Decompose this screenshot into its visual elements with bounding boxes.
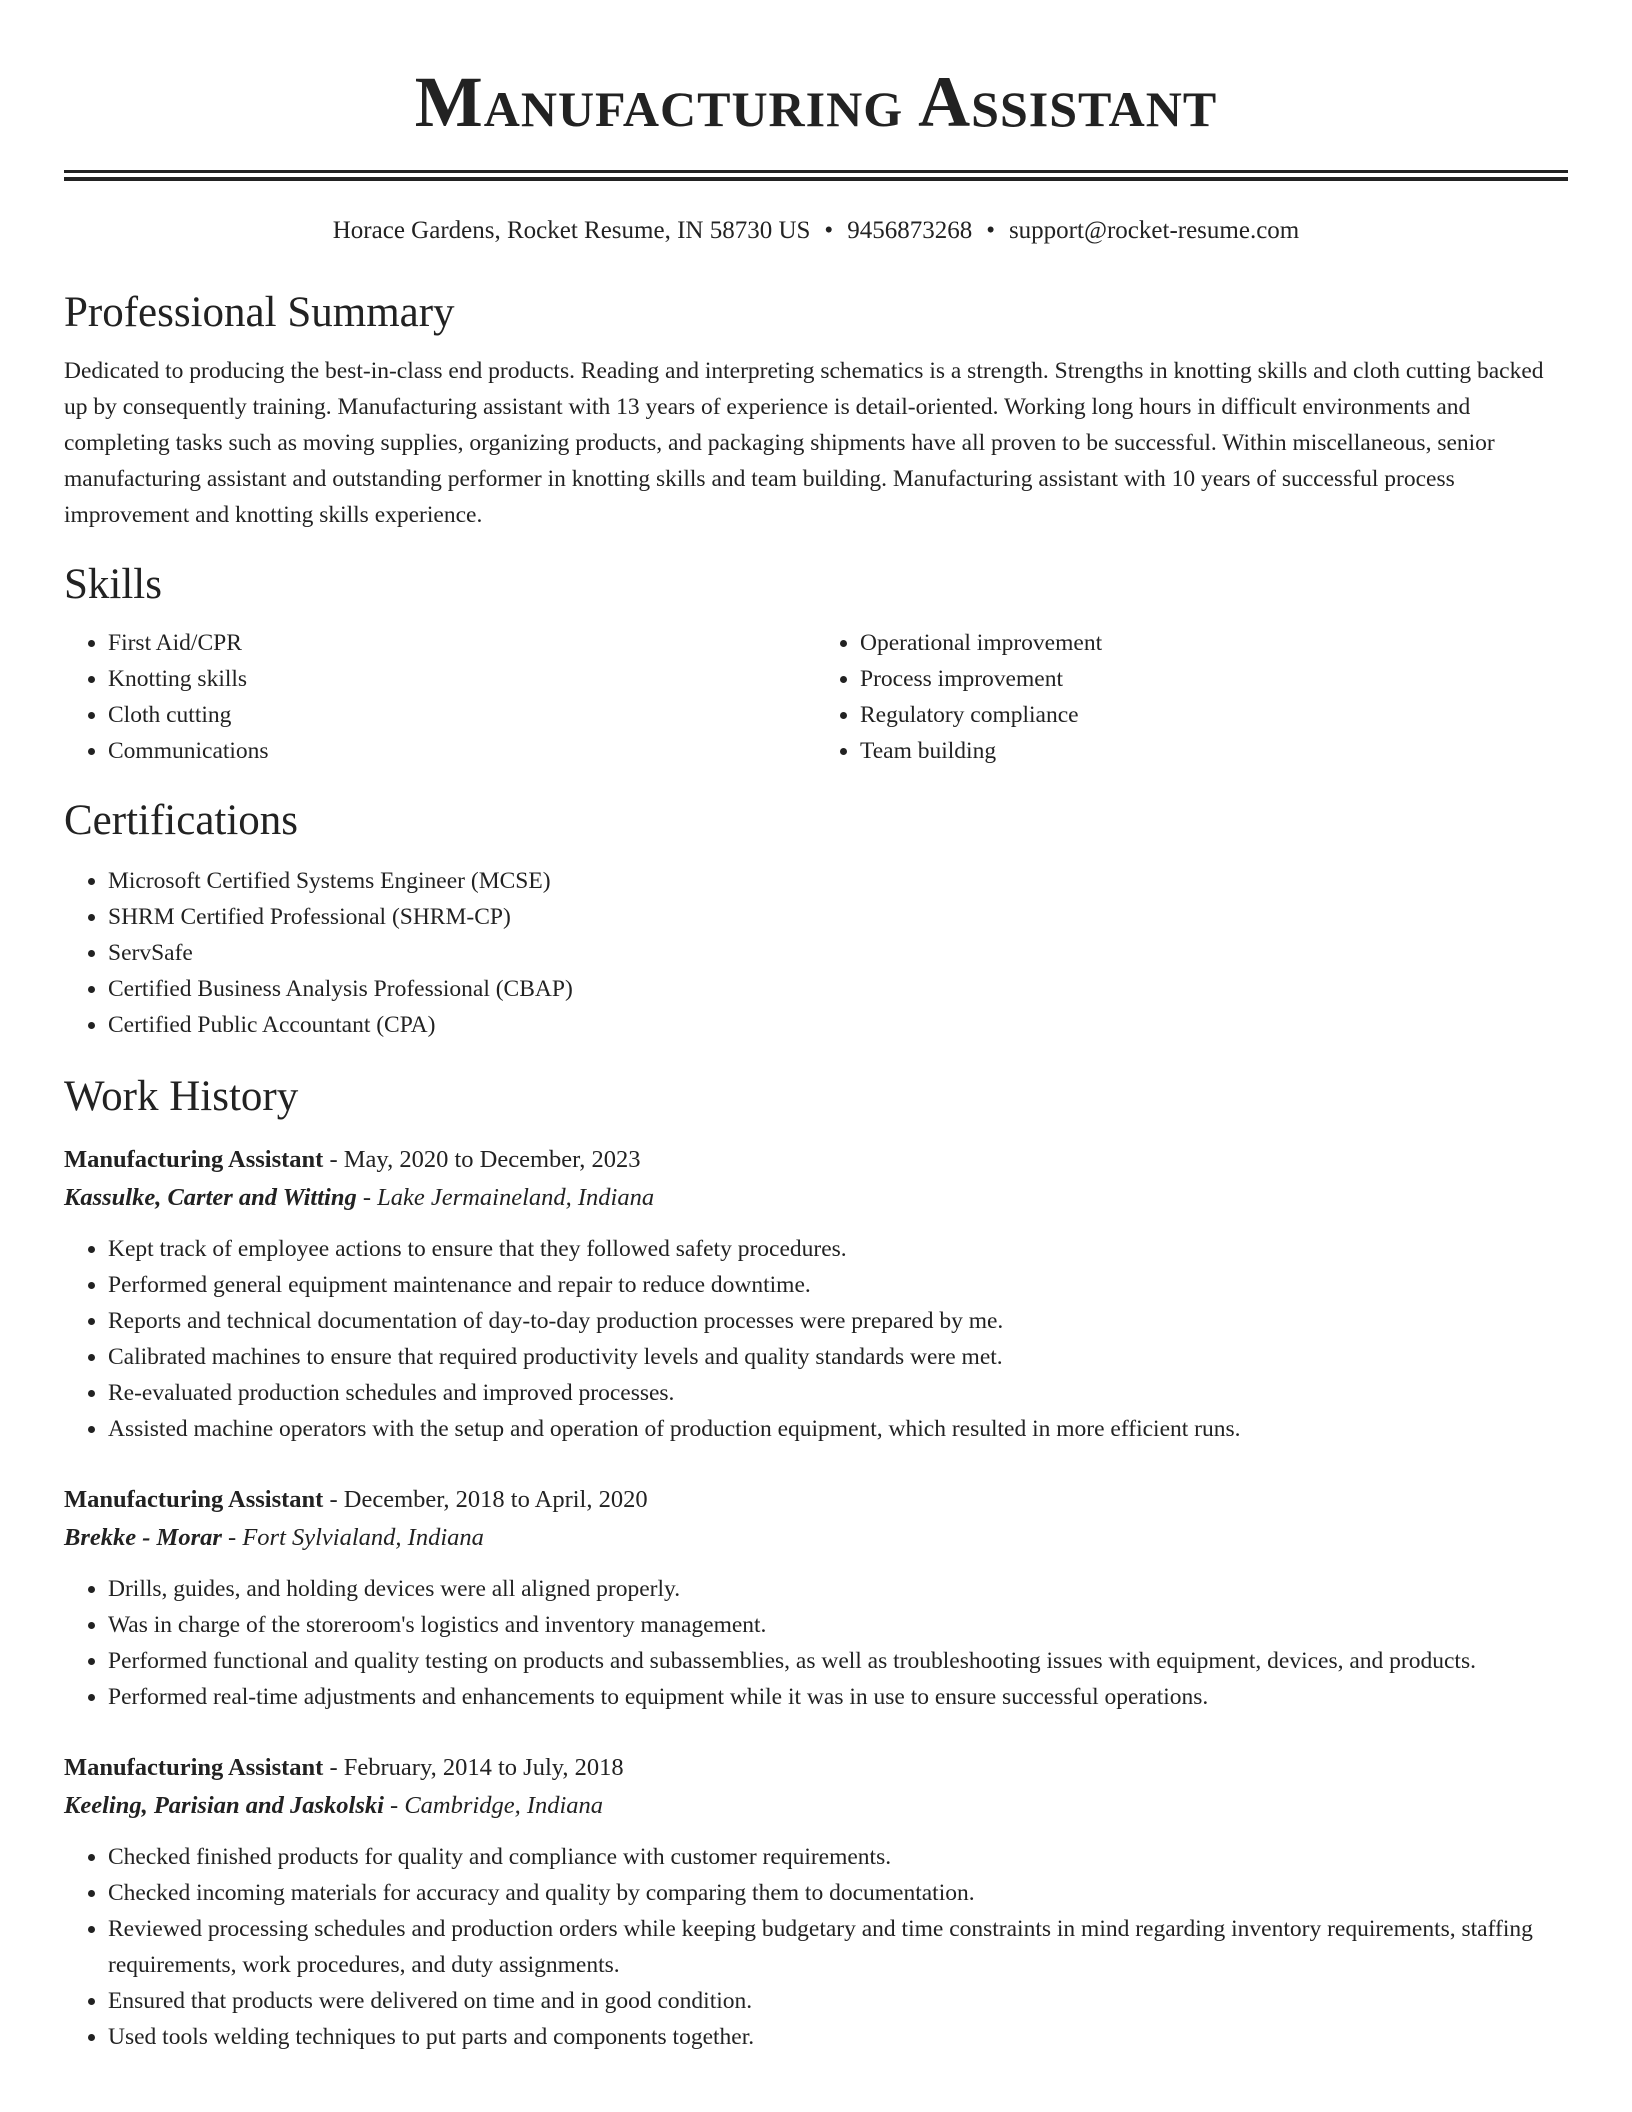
job-dash: - <box>356 1184 378 1211</box>
job-bullet: • Kept track of employee actions to ensure that they followed safety procedures. <box>108 1231 1568 1267</box>
certification-item: • Microsoft Certified Systems Engineer (MCSE) <box>108 863 1568 899</box>
job-company-line <box>64 1787 1568 1825</box>
job-bullet: • Reports and technical documentation of day-to-day production processes were prepared by me. <box>108 1303 1568 1339</box>
contact-separator: • <box>824 217 834 244</box>
contact-separator: • <box>986 217 995 244</box>
skills-heading: Skills <box>64 561 162 608</box>
job-dash: - <box>323 1754 344 1781</box>
skill-item: • Team building <box>860 733 1568 769</box>
certification-item: • Certified Business Analysis Professional (CBAP) <box>108 971 1568 1007</box>
job-bullet: • Used tools welding techniques to put parts and components together. <box>108 2019 1568 2055</box>
job-dash: - <box>323 1146 344 1173</box>
job-title: Manufacturing Assistant <box>64 1146 324 1173</box>
skill-item: • Operational improvement <box>860 625 1568 661</box>
skills-grid <box>64 625 1568 769</box>
job-title: Manufacturing Assistant <box>64 1486 324 1513</box>
summary-text: Dedicated to producing the best-in-class end products. Reading and interpreting schematics is a strength. Strengths in knotting skills and cloth cutting backed up by consequently training. Manufacturing assistant with 13 years of experience is detail-oriented. Working long hours in difficult environments and completing tasks such as moving supplies, organizing products, and packaging shipments have all proven to be successful. Within miscellaneous, senior manufacturing assistant and outstanding performer in knotting skills and team building. Manufacturing assistant with 10 years of successful process improvement and knotting skills experience. <box>64 358 1544 528</box>
job-title: Manufacturing Assistant <box>64 1754 324 1781</box>
job-bullet: • Checked finished products for quality and compliance with customer requirements. <box>108 1839 1568 1875</box>
job-bullets <box>64 1231 1568 1447</box>
skill-item: • Communications <box>108 733 816 769</box>
contact-line <box>64 215 1568 247</box>
skills-list-right <box>816 625 1568 769</box>
job-entry <box>64 1481 1568 1715</box>
job-bullet: • Assisted machine operators with the setup and operation of production equipment, which resulted in more efficient runs. <box>108 1411 1568 1447</box>
job-bullet: • Re-evaluated production schedules and improved processes. <box>108 1375 1568 1411</box>
skill-item: • First Aid/CPR <box>108 625 816 661</box>
certification-item: • ServSafe <box>108 935 1568 971</box>
resume-name: Manufacturing Assistant <box>414 62 1218 142</box>
certifications-heading: Certifications <box>64 797 299 844</box>
job-dates: February, 2014 to July, 2018 <box>343 1754 624 1781</box>
job-bullet: • Performed real-time adjustments and enhancements to equipment while it was in use to ensure successful operations. <box>108 1679 1568 1715</box>
job-entry <box>64 1141 1568 1447</box>
job-bullet: • Checked incoming materials for accuracy and quality by comparing them to documentation. <box>108 1875 1568 1911</box>
contact-email: support@rocket-resume.com <box>1008 217 1300 244</box>
job-location: Lake Jermaineland, Indiana <box>377 1184 655 1211</box>
skill-item: • Process improvement <box>860 661 1568 697</box>
job-bullet: • Performed functional and quality testing on products and subassemblies, as well as troubleshooting issues with equipment, devices, and products. <box>108 1643 1568 1679</box>
job-bullets <box>64 1571 1568 1715</box>
certifications-list <box>64 863 1568 1043</box>
job-dash: - <box>221 1524 243 1551</box>
job-company-line <box>64 1519 1568 1557</box>
job-bullet: • Drills, guides, and holding devices were all aligned properly. <box>108 1571 1568 1607</box>
job-bullet: • Reviewed processing schedules and production orders while keeping budgetary and time constraints in mind regarding inventory requirements, staffing requirements, work procedures, and duty assignments. <box>108 1911 1568 1983</box>
contact-address: Horace Gardens, Rocket Resume, IN 58730 US <box>332 217 811 244</box>
job-company-line <box>64 1179 1568 1217</box>
skill-item: • Cloth cutting <box>108 697 816 733</box>
job-title-line <box>64 1481 1568 1519</box>
job-dash: - <box>323 1486 344 1513</box>
job-bullets <box>64 1839 1568 2055</box>
job-bullet: • Calibrated machines to ensure that required productivity levels and quality standards were met. <box>108 1339 1568 1375</box>
skill-item: • Knotting skills <box>108 661 816 697</box>
job-bullet: • Performed general equipment maintenance and repair to reduce downtime. <box>108 1267 1568 1303</box>
job-dates: May, 2020 to December, 2023 <box>343 1146 641 1173</box>
job-bullet: • Ensured that products were delivered on time and in good condition. <box>108 1983 1568 2019</box>
job-dates: December, 2018 to April, 2020 <box>343 1486 648 1513</box>
skill-item: • Regulatory compliance <box>860 697 1568 733</box>
job-company: Brekke - Morar <box>64 1524 222 1551</box>
skills-list-left <box>64 625 816 769</box>
job-dash: - <box>383 1792 405 1819</box>
job-company: Kassulke, Carter and Witting <box>64 1184 357 1211</box>
job-title-line <box>64 1749 1568 1787</box>
job-title-line <box>64 1141 1568 1179</box>
header-divider <box>64 170 1568 181</box>
job-location: Fort Sylvialand, Indiana <box>242 1524 484 1551</box>
job-bullet: • Was in charge of the storeroom's logistics and inventory management. <box>108 1607 1568 1643</box>
job-entry <box>64 1749 1568 2055</box>
contact-phone: 9456873268 <box>847 217 973 244</box>
summary-heading: Professional Summary <box>64 289 455 336</box>
job-location: Cambridge, Indiana <box>404 1792 604 1819</box>
work-history-heading: Work History <box>64 1073 299 1120</box>
certification-item: • Certified Public Accountant (CPA) <box>108 1007 1568 1043</box>
job-company: Keeling, Parisian and Jaskolski <box>64 1792 384 1819</box>
certification-item: • SHRM Certified Professional (SHRM-CP) <box>108 899 1568 935</box>
